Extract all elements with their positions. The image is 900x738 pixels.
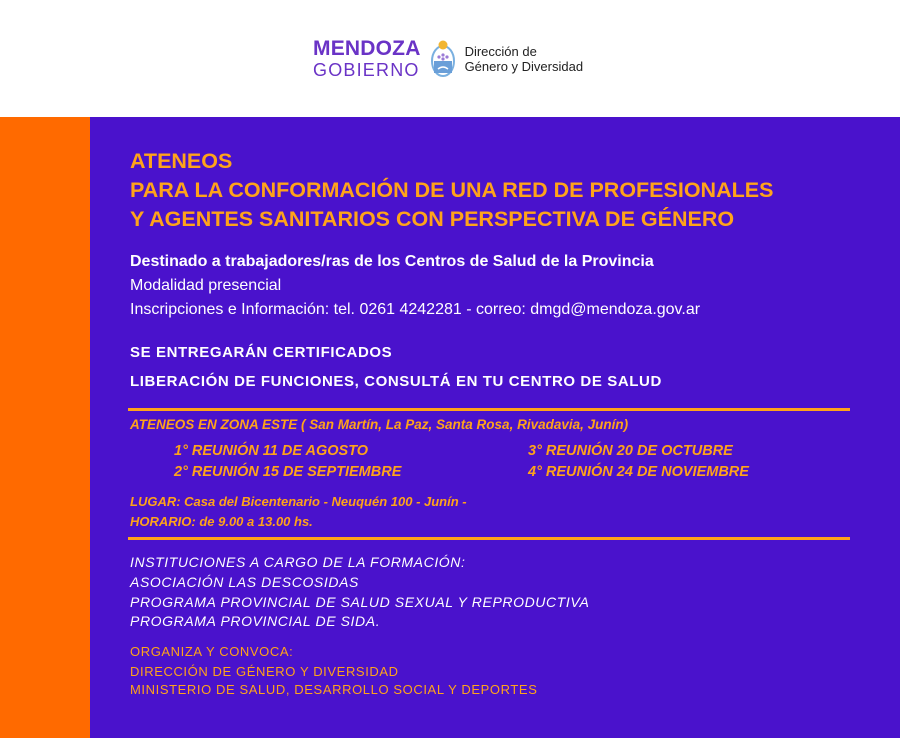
department-name (465, 44, 584, 74)
event-title (130, 147, 773, 234)
meeting-3: 3° REUNIÓN 20 DE OCTUBRE (528, 443, 733, 459)
certificates-notice: SE ENTREGARÁN CERTIFICADOS (130, 344, 393, 361)
hours-text: HORARIO: de 9.00 a 13.00 hs. (130, 514, 313, 529)
brand-name: MENDOZA (313, 37, 421, 60)
meeting-4: 4° REUNIÓN 24 DE NOVIEMBRE (528, 464, 749, 480)
title-line3: Y AGENTES SANITARIOS CON PERSPECTIVA DE GÉNERO (130, 207, 735, 231)
coat-of-arms-icon (429, 39, 457, 79)
divider-top (128, 408, 850, 411)
institutions-heading: INSTITUCIONES A CARGO DE LA FORMACIÓN: (130, 554, 466, 570)
release-notice: LIBERACIÓN DE FUNCIONES, CONSULTÁ EN TU CENTRO DE SALUD (130, 373, 662, 390)
organizer-item: DIRECCIÓN DE GÉNERO Y DIVERSIDAD (130, 664, 399, 679)
meeting-2: 2° REUNIÓN 15 DE SEPTIEMBRE (174, 464, 402, 480)
divider-bottom (128, 537, 850, 540)
modality-text: Modalidad presencial (130, 277, 282, 294)
audience-text: Destinado a trabajadores/ras de los Centros de Salud de la Provincia (130, 253, 654, 270)
department-line2: Género y Diversidad (464, 58, 584, 74)
zone-heading: ATENEOS EN ZONA ESTE ( San Martín, La Paz, Santa Rosa, Rivadavia, Junín) (130, 417, 629, 432)
institution-item: PROGRAMA PROVINCIAL DE SIDA. (130, 613, 381, 629)
organizers-heading: ORGANIZA Y CONVOCA: (130, 644, 294, 659)
institution-item: PROGRAMA PROVINCIAL DE SALUD SEXUAL Y REPRODUCTIVA (130, 594, 590, 610)
brand-subtitle: GOBIERNO (313, 60, 420, 80)
meeting-1: 1° REUNIÓN 11 DE AGOSTO (174, 443, 369, 459)
contact-text: Inscripciones e Información: tel. 0261 4242281 - correo: dmgd@mendoza.gov.ar (130, 301, 701, 318)
department-line1: Dirección de (464, 43, 537, 59)
title-line1: ATENEOS (130, 149, 233, 173)
orange-side-band (0, 117, 90, 738)
brand-logo (313, 38, 583, 79)
flyer-panel (90, 117, 900, 738)
institution-item: ASOCIACIÓN LAS DESCOSIDAS (130, 574, 359, 590)
venue-text: LUGAR: Casa del Bicentenario - Neuquén 100 - Junín - (130, 494, 467, 509)
organizer-item: MINISTERIO DE SALUD, DESARROLLO SOCIAL Y DEPORTES (130, 682, 538, 697)
brand-text (313, 38, 421, 79)
title-line2: PARA LA CONFORMACIÓN DE UNA RED DE PROFESIONALES (130, 178, 774, 202)
header (0, 0, 900, 117)
